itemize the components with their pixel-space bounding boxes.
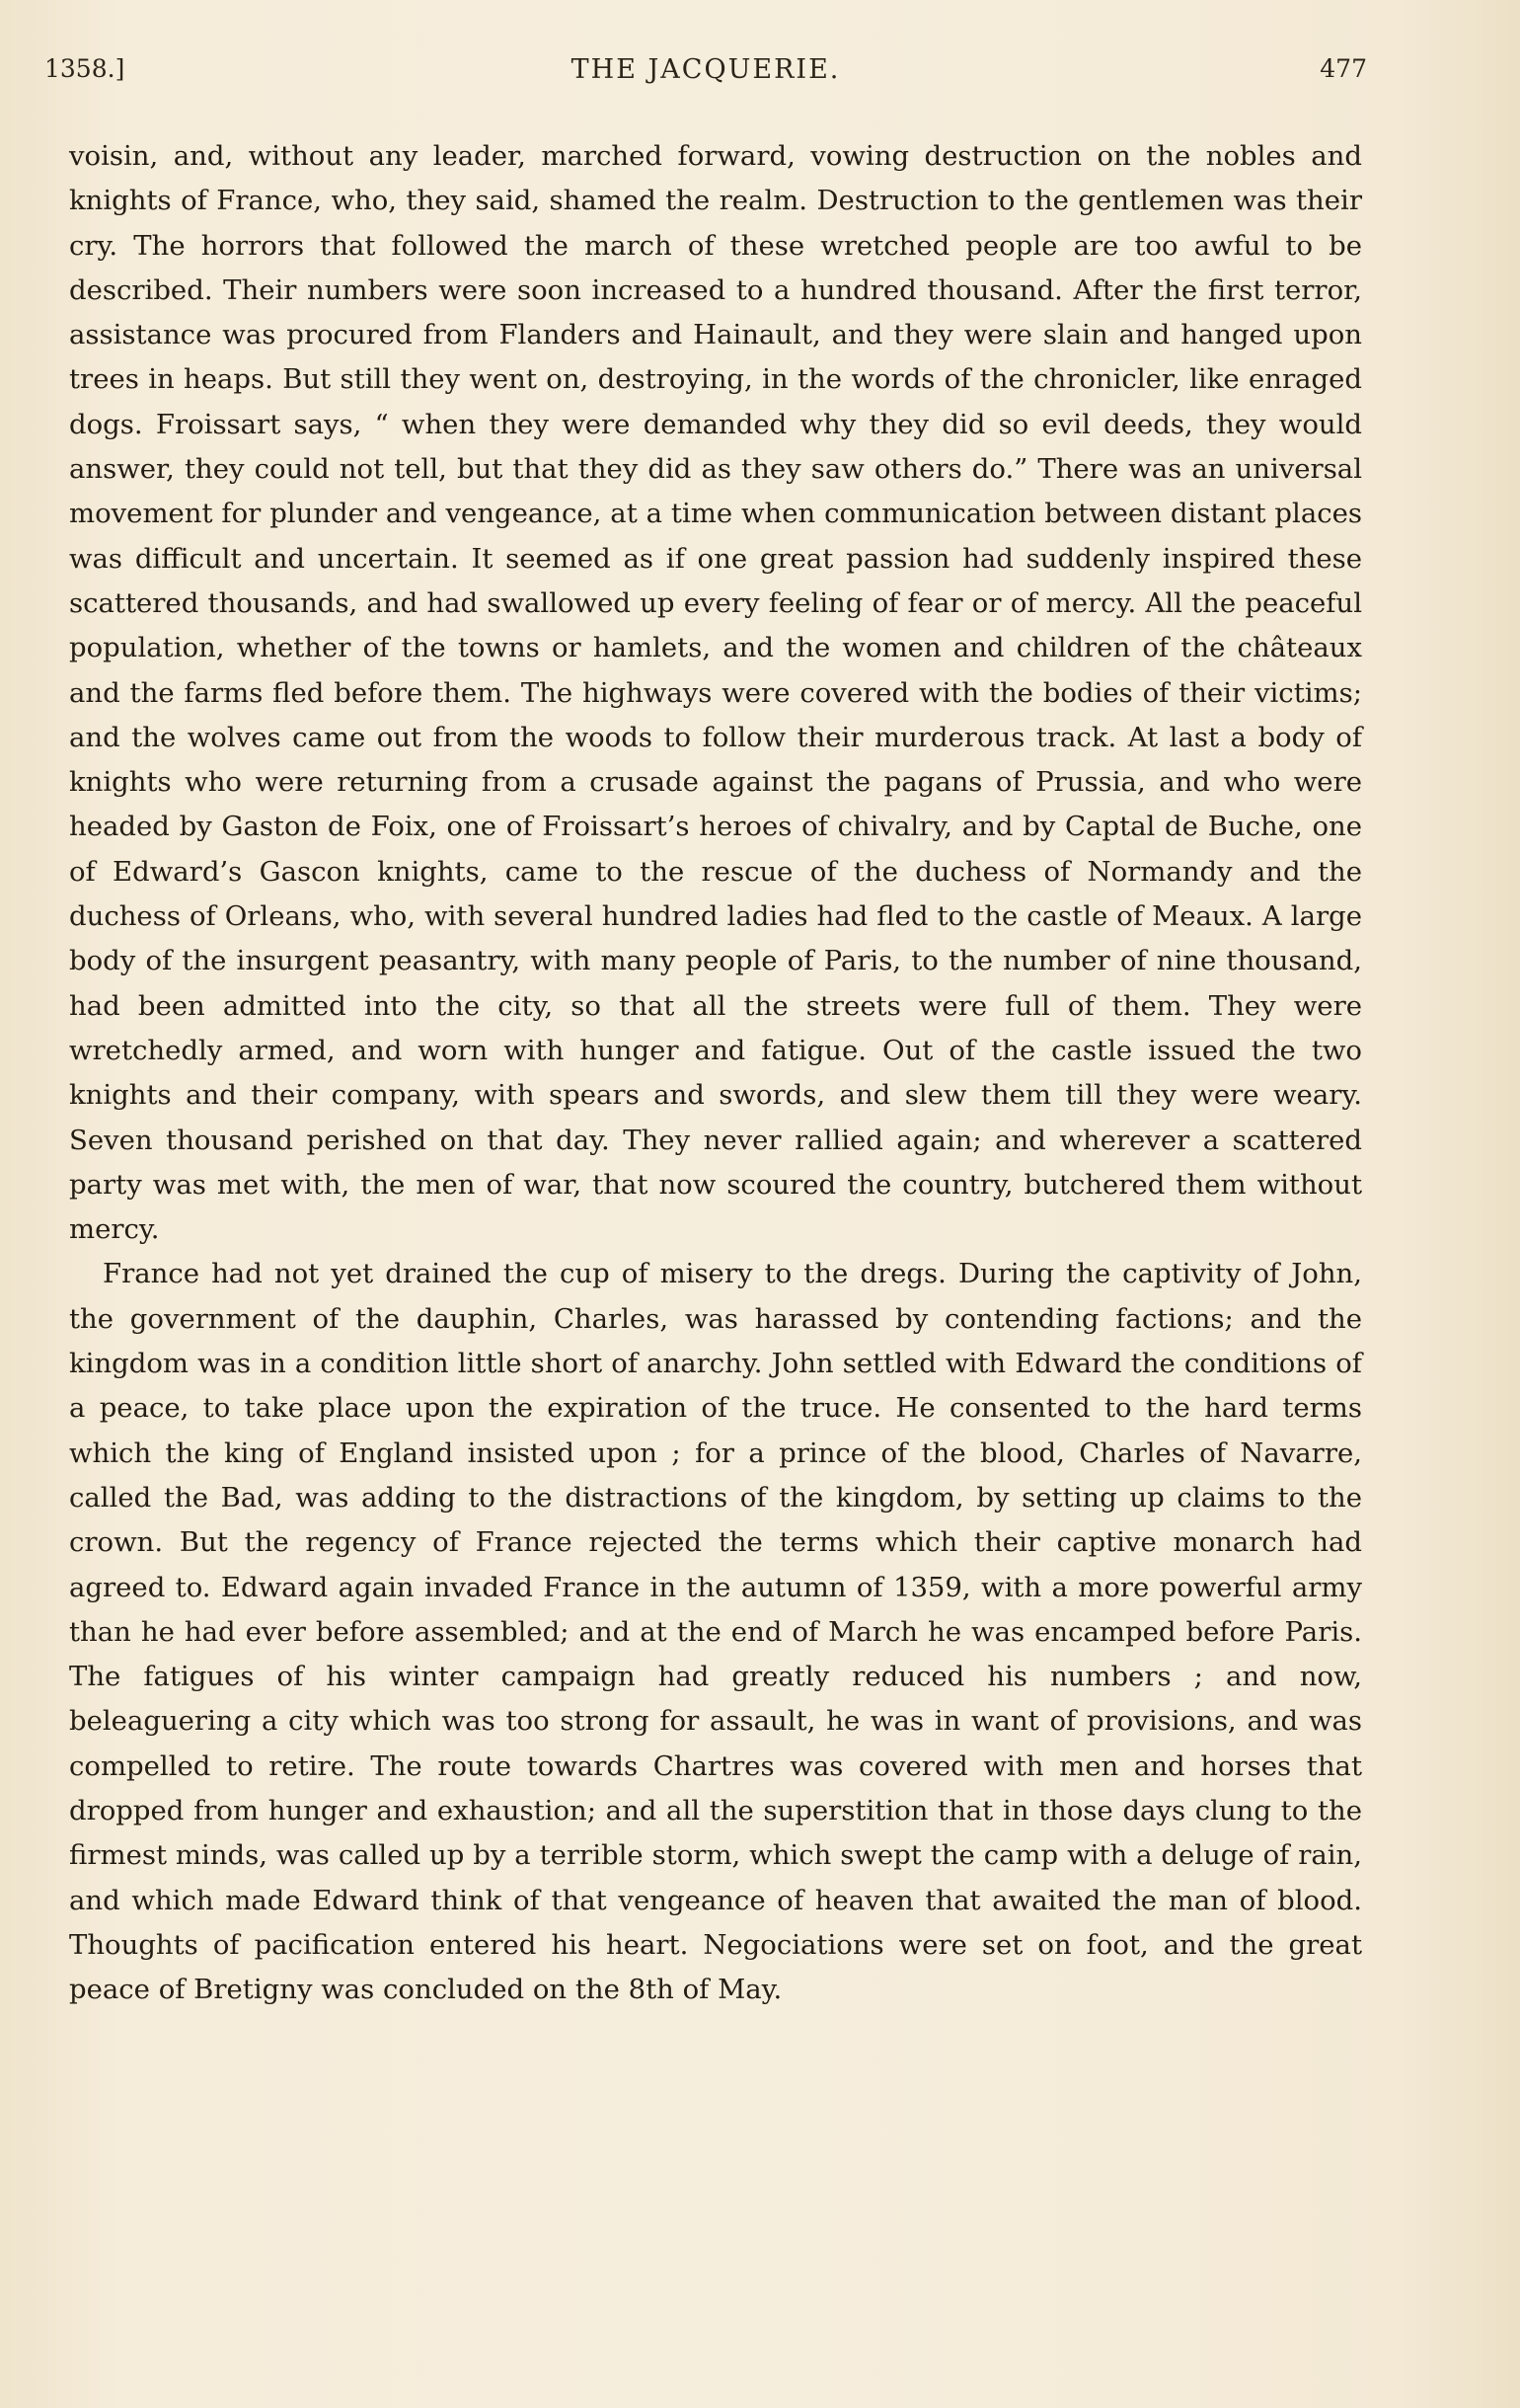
- header-year: 1358.]: [44, 54, 125, 83]
- paragraph-2: France had not yet drained the cup of misery to the dregs. During the captivity of John, the government of the dauphin, Charles, was harassed by contending factions; and the kingdom was in a condition little short of anarchy. John settled with Edward the conditions of a peace, to take place upon the expiration of the truce. He consented to the hard terms which the king of England insisted upon ; for a prince of the blood, Charles of Navarre, called the Bad, was adding to the distractions of the kingdom, by setting up claims to the crown. But the regency of France rejected the terms which their captive monarch had agreed to. Edward again invaded France in the autumn of 1359, with a more powerful army than he had ever before assembled; and at the end of March he was encamped before Paris. The fatigues of his winter campaign had greatly reduced his numbers ; and now, beleaguering a city which was too strong for assault, he was in want of provisions, and was compelled to retire. The route towards Chartres was covered with men and horses that dropped from hunger and exhaustion; and all the superstition that in those days clung to the firmest minds, was called up by a terrible storm, which swept the camp with a deluge of rain, and which made Edward think of that vengeance of heaven that awaited the man of blood. Thoughts of pacification entered his heart. Negociations were set on foot, and the great peace of Bretigny was concluded on the 8th of May.: [69, 1258, 1362, 2006]
- body-text: [69, 134, 1362, 2012]
- page-number: 477: [1320, 54, 1367, 83]
- paragraph-1: voisin, and, without any leader, marched forward, vowing destruction on the nobles and knights of France, who, they said, shamed the realm. Destruction to the gentlemen was their cry. The horrors that followed the march of these wretched people are too awful to be described. Their numbers were soon increased to a hundred thousand. After the first terror, assistance was procured from Flanders and Hainault, and they were slain and hanged upon trees in heaps. But still they went on, destroying, in the words of the chronicler, like enraged dogs. Froissart says, “ when they were demanded why they did so evil deeds, they would answer, they could not tell, but that they did as they saw others do.” There was an universal movement for plunder and vengeance, at a time when communication between distant places was difficult and uncertain. It seemed as if one great passion had suddenly inspired these scattered thousands, and had swallowed up every feeling of fear or of mercy. All the peaceful population, whether of the towns or hamlets, and the women and children of the châteaux and the farms fled before them. The highways were covered with the bodies of their victims; and the wolves came out from the woods to follow their murderous track. At last a body of knights who were returning from a crusade against the pagans of Prussia, and who were headed by Gaston de Foix, one of Froissart’s heroes of chivalry, and by Captal de Buche, one of Edward’s Gascon knights, came to the rescue of the duchess of Normandy and the duchess of Orleans, who, with several hundred ladies had fled to the castle of Meaux. A large body of the insurgent peasantry, with many people of Paris, to the number of nine thousand, had been admitted into the city, so that all the streets were full of them. They were wretchedly armed, and worn with hunger and fatigue. Out of the castle issued the two knights and their company, with spears and swords, and slew them till they were weary. Seven thousand perished on that day. They never rallied again; and wherever a scattered party was met with, the men of war, that now scoured the country, butchered them without mercy.: [69, 140, 1362, 1246]
- page-title: THE JACQUERIE.: [570, 54, 841, 85]
- running-header: [44, 54, 1367, 104]
